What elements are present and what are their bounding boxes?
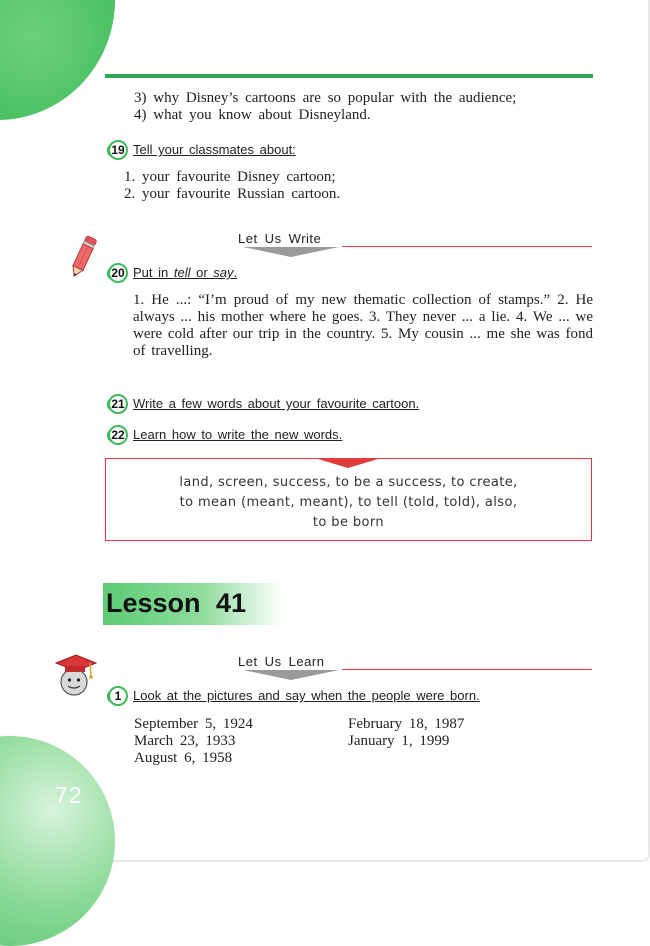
lesson-title: Lesson 41 (106, 588, 247, 618)
exercise-22-task: Learn how to write the new words. (133, 427, 343, 442)
exercise-20-text: 1. He ...: “I’m proud of my new thematic collection of stamps.” 2. He always ... his mother where he goes. 3. They never ... a lie. 4. We ... we were cold after our trip in the country. 5. My cousin ... me she was fond of travelling. (133, 292, 593, 359)
date-item: March 23, 1933 (134, 733, 236, 749)
date-item: January 1, 1999 (348, 733, 450, 749)
date-item: February 18, 1987 (348, 716, 465, 732)
section-marker (243, 247, 339, 257)
graduate-cap-icon (54, 652, 98, 700)
page-number: 72 (55, 782, 83, 808)
pencil-icon (66, 232, 100, 280)
section-rule (342, 246, 592, 247)
date-item: September 5, 1924 (134, 716, 253, 732)
exercise-number-19: 19 (108, 140, 128, 160)
new-words-line: to be born (312, 515, 385, 530)
new-words-line: land, screen, success, to be a success, to create, (179, 475, 518, 490)
exercise-number-20: 20 (108, 263, 128, 283)
date-list-right (348, 716, 464, 750)
top-rule (105, 74, 593, 78)
date-list-left (134, 716, 253, 767)
list-item: 2. your favourite Russian cartoon. (124, 186, 341, 202)
task-text: or (190, 265, 214, 280)
section-title-write: Let Us Write (238, 231, 322, 246)
section-marker (243, 670, 339, 680)
new-words-line: to mean (meant, meant), to tell (told, told), also, (179, 495, 518, 510)
exercise-21-task: Write a few words about your favourite cartoon. (133, 396, 420, 411)
exercise-number-21: 21 (108, 394, 128, 414)
task-word-tell: tell (173, 265, 191, 280)
task-text: Put in (133, 265, 174, 280)
exercise-number-1: 1 (108, 686, 128, 706)
section-title-learn: Let Us Learn (238, 654, 325, 669)
exercise-20-task (133, 265, 237, 280)
task-text: . (233, 265, 238, 280)
task-word-say: say (213, 265, 234, 280)
new-words-list (105, 473, 592, 533)
exercise-number-22: 22 (108, 425, 128, 445)
exercise-1-task: Look at the pictures and say when the people were born. (133, 688, 480, 703)
list-item: 4) what you know about Disneyland. (134, 107, 371, 123)
list-item: 3) why Disney’s cartoons are so popular with the audience; (134, 90, 517, 106)
box-marker (318, 459, 378, 468)
exercise-19-task: Tell your classmates about: (133, 142, 296, 157)
date-item: August 6, 1958 (134, 750, 233, 766)
section-rule (342, 669, 592, 670)
list-item: 1. your favourite Disney cartoon; (124, 169, 336, 185)
